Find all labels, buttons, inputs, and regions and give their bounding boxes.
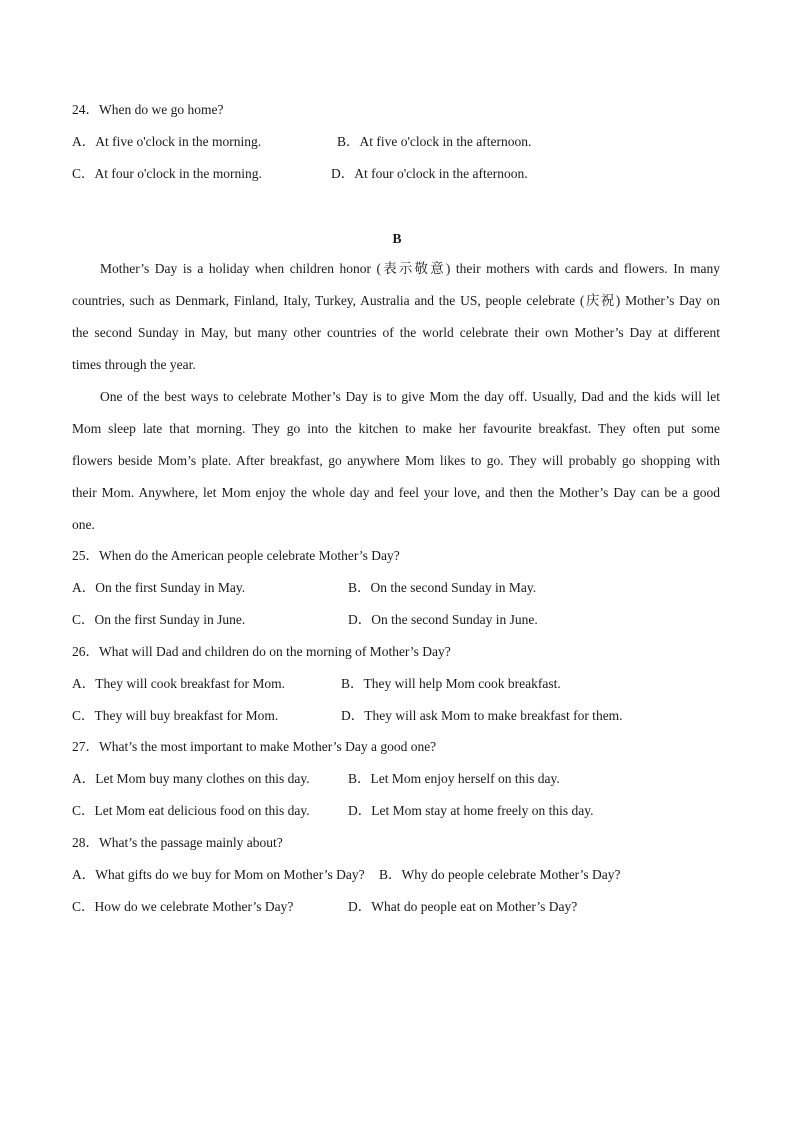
q26-option-d: D．They will ask Mom to make breakfast for them.: [341, 708, 623, 723]
question-28: 28．What’s the passage mainly about?: [72, 835, 283, 850]
passage-line: one.: [72, 517, 95, 532]
q25-option-a: A．On the first Sunday in May.: [72, 580, 246, 595]
q28-option-a: A．What gifts do we buy for Mom on Mother’s Day?: [72, 867, 365, 882]
q24-option-d: D．At four o'clock in the afternoon.: [331, 166, 528, 181]
passage-line: One of the best ways to celebrate Mother’s Day is to give Mom the day off. Usually, Dad and the kids will let: [100, 389, 720, 404]
q27-option-c: C．Let Mom eat delicious food on this day.: [72, 803, 310, 818]
q25-option-b: B．On the second Sunday in May.: [348, 580, 537, 595]
question-27: 27．What’s the most important to make Mother’s Day a good one?: [72, 739, 437, 754]
question-24: 24．When do we go home?: [72, 102, 224, 117]
q27-option-b: B．Let Mom enjoy herself on this day.: [348, 771, 560, 786]
q27-option-a: A．Let Mom buy many clothes on this day.: [72, 771, 310, 786]
q25-option-d: D．On the second Sunday in June.: [348, 612, 538, 627]
passage-line: times through the year.: [72, 357, 196, 372]
q27-option-d: D．Let Mom stay at home freely on this day.: [348, 803, 594, 818]
question-25: 25．When do the American people celebrate Mother’s Day?: [72, 548, 400, 563]
q26-option-b: B．They will help Mom cook breakfast.: [341, 676, 561, 691]
passage-line: Mom sleep late that morning. They go into the kitchen to make her favourite breakfast. They often put some: [72, 421, 720, 436]
passage-line: the second Sunday in May, but many other countries of the world celebrate their own Mother’s Day at different: [72, 325, 720, 340]
q28-option-b: B．Why do people celebrate Mother’s Day?: [379, 867, 621, 882]
q24-option-c: C．At four o'clock in the morning.: [72, 166, 262, 181]
q24-option-a: A．At five o'clock in the morning.: [72, 134, 262, 149]
q26-option-c: C．They will buy breakfast for Mom.: [72, 708, 279, 723]
passage-line: Mother’s Day is a holiday when children honor (表示敬意) their mothers with cards and flowers. In many: [100, 261, 720, 276]
question-26: 26．What will Dad and children do on the morning of Mother’s Day?: [72, 644, 451, 659]
q26-option-a: A．They will cook breakfast for Mom.: [72, 676, 285, 691]
q28-option-c: C．How do we celebrate Mother’s Day?: [72, 899, 294, 914]
section-title: B: [392, 231, 402, 246]
q24-option-b: B．At five o'clock in the afternoon.: [337, 134, 532, 149]
q25-option-c: C．On the first Sunday in June.: [72, 612, 246, 627]
q28-option-d: D．What do people eat on Mother’s Day?: [348, 899, 578, 914]
passage-line: countries, such as Denmark, Finland, Italy, Turkey, Australia and the US, people celebrate (庆祝) Mother’s Day on: [72, 293, 720, 308]
passage-line: their Mom. Anywhere, let Mom enjoy the whole day and feel your love, and then the Mother’s Day can be a good: [72, 485, 720, 500]
passage-line: flowers beside Mom’s plate. After breakfast, go anywhere Mom likes to go. They will probably go shopping with: [72, 453, 720, 468]
